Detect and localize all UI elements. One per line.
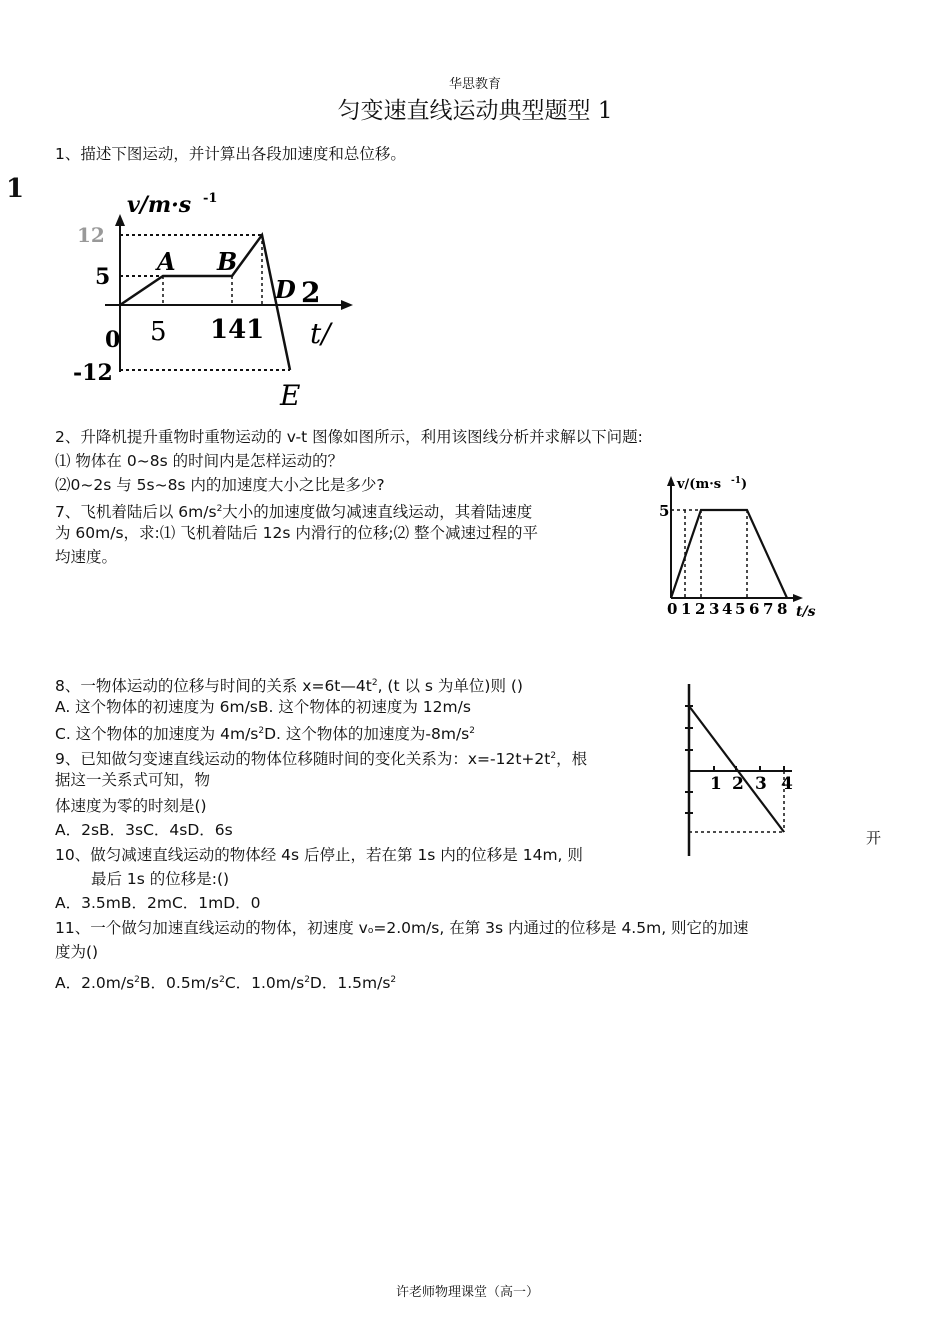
question-7-line-1: 7、飞机着陆后以 $6m/s^2$大小的加速度做匀减速直线运动，其着陆速度	[55, 503, 533, 521]
question-7-line-3: 均速度。	[55, 548, 118, 566]
question-1: 1、描述下图运动，并计算出各段加速度和总位移。	[55, 145, 406, 163]
question-11-options: A．$2.0m/s^2B$．$0.5m/s^2C$．$1.0m/s^2D$．$1.5m/s^2$	[55, 974, 397, 992]
y-axis-exponent: -1	[731, 476, 741, 486]
subscript-o: o	[367, 926, 374, 936]
x-tick-7: 7	[763, 600, 774, 618]
x-tick-8: 8	[777, 600, 788, 618]
page-header: 华思教育	[448, 77, 501, 92]
y-tick-12: 12	[77, 223, 105, 247]
x-tick-5: 5	[735, 600, 746, 618]
x-tick-4: 4	[781, 774, 793, 794]
x-tick-6: 6	[749, 600, 760, 618]
y-axis-close: )	[741, 477, 748, 492]
question-9-line-1: 9、已知做匀变速直线运动的物体位移随时间的变化关系为：$x=-12t+2t^2$，根	[55, 750, 588, 768]
side-fragment: 开	[866, 829, 882, 847]
question-8-option-cd: C. 这个物体的加速度为 $4m/s^2D$. 这个物体的加速度为$-8m/s^2$	[55, 725, 475, 743]
x-tick-2: 2	[732, 774, 744, 794]
question-9-options: A．2sB．3sC．4sD．6s	[55, 821, 233, 839]
question-8-option-ab: A. 这个物体的初速度为 6m/sB. 这个物体的初速度为 12m/s	[55, 698, 471, 716]
point-e: E	[280, 379, 301, 410]
point-d: D	[275, 275, 296, 304]
y-tick-0: 0	[105, 327, 121, 353]
x-tick-2: 2	[695, 600, 706, 618]
y-axis-label: v/(m·s	[677, 477, 722, 492]
point-b: B	[217, 247, 238, 276]
y-tick-5: 5	[95, 264, 111, 290]
x-tick-1: 1	[681, 600, 692, 618]
x-axis-label: t/	[310, 317, 331, 350]
question-2-line-1: 2、升降机提升重物时重物运动的 v-t 图像如图所示，利用该图线分析并求解以下问题:	[55, 428, 643, 446]
question-8-line-1: 8、一物体运动的位移与时间的关系 $x=6t—4t^2$, (t 以 s 为单位)则 ()	[55, 677, 523, 695]
question-10-options: A．3.5mB．2mC．1mD．0	[55, 894, 261, 912]
y-tick-5: 5	[659, 502, 670, 520]
y-tick-neg12: -12	[73, 360, 113, 386]
page-title: 匀变速直线运动典型题型 1	[337, 98, 613, 124]
x-tick-5: 5	[150, 317, 167, 347]
question-9-line-2: 据这一关系式可知，物	[55, 771, 211, 789]
x-tick-1: 1	[710, 774, 722, 794]
superscript-2: 2	[216, 504, 223, 514]
question-2-line-2: ⑴ 物体在 0~8s 的时间内是怎样运动的？	[55, 452, 344, 470]
superscript-2: 2	[550, 751, 557, 761]
x-tick-3: 3	[755, 774, 767, 794]
vt-graph-3	[680, 680, 800, 860]
vt-graph-2	[655, 470, 825, 625]
question-10-line-1: 10、做匀减速直线运动的物体经 4s 后停止，若在第 1s 内的位移是 14m, 则	[55, 846, 583, 864]
vt-graph-1	[65, 180, 355, 410]
y-axis-label: v/m·s	[127, 192, 192, 218]
question-11-line-1: 11、一个做匀加速直线运动的物体，初速度 vo=2.0m/s, 在第 3s 内通过的位移是 4.5m, 则它的加速	[55, 919, 749, 937]
x-tick-3: 3	[709, 600, 720, 618]
point-d-suffix: 2	[301, 276, 321, 309]
question-7-line-2: 为 60m/s，求:⑴ 飞机着陆后 12s 内滑行的位移;⑵ 整个减速过程的平	[55, 524, 538, 542]
question-9-line-3: 体速度为零的时刻是()	[55, 797, 207, 815]
question-2-line-3: ⑵0~2s 与 5s~8s 内的加速度大小之比是多少?	[55, 476, 385, 494]
margin-number: 1	[6, 174, 25, 204]
point-a: A	[157, 247, 176, 276]
question-11-line-2: 度为()	[55, 943, 99, 961]
x-tick-4: 4	[722, 600, 733, 618]
superscript-2: 2	[371, 678, 378, 688]
x-axis-label: t/s	[796, 604, 816, 620]
superscript-2: 2	[469, 726, 475, 736]
question-10-line-2: 最后 1s 的位移是:()	[91, 870, 230, 888]
y-axis-exponent: -1	[203, 191, 218, 206]
x-tick-0: 0	[667, 600, 678, 618]
x-tick-141: 141	[210, 315, 265, 345]
page-footer: 许老师物理课堂（高一）	[396, 1285, 540, 1300]
superscript-2: 2	[258, 726, 265, 736]
